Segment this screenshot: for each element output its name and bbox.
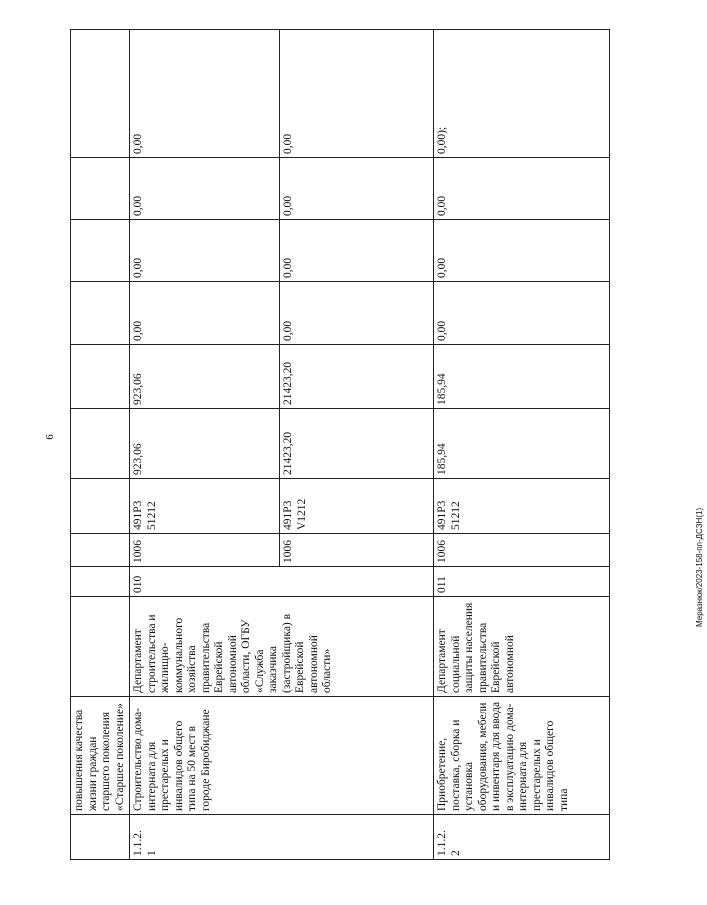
rotated-table-container	[70, 30, 612, 860]
year-value-cell: 0,00	[280, 282, 434, 345]
cell-empty	[71, 158, 130, 220]
total-cell: 21423,20	[280, 409, 434, 479]
year-value-cell: 0,00	[280, 158, 434, 220]
page-number: 6	[44, 434, 56, 440]
csr-code-cell: 491Р3 V1212	[280, 479, 434, 534]
table-row	[130, 30, 280, 860]
cell-empty	[71, 345, 130, 409]
year-value-cell: 0,00	[434, 282, 610, 345]
table-row	[434, 30, 610, 860]
cell-empty	[71, 30, 130, 158]
year-value-cell: 0,00	[130, 158, 280, 220]
year-value-cell: 185,94	[434, 345, 610, 409]
rz-code-cell: 1006	[130, 534, 280, 567]
table-wrapper	[70, 30, 612, 860]
cell-empty	[71, 220, 130, 282]
row-number-cell: 1.1.2. 1	[130, 815, 434, 860]
csr-code-cell: 491Р3 51212	[434, 479, 610, 534]
executor-cell: Департамент социальной защиты населения правительства Еврейской автономной	[434, 597, 610, 697]
total-cell: 185,94	[434, 409, 610, 479]
year-value-cell: 0,00	[434, 158, 610, 220]
year-value-cell: 0,00	[280, 30, 434, 158]
year-value-cell: 923,06	[130, 345, 280, 409]
cell-num-empty	[71, 815, 130, 860]
year-value-cell: 0,00	[130, 30, 280, 158]
document-id-note: Меразнюк/2023-158-пп-ДСЗН(1)	[695, 507, 704, 627]
year-value-cell: 0,00	[130, 282, 280, 345]
total-cell: 923,06	[130, 409, 280, 479]
cell-empty	[71, 597, 130, 697]
cell-empty	[71, 479, 130, 534]
row-number-cell: 1.1.2. 2	[434, 815, 610, 860]
measure-name-cell: Строительство дома-интерната для престарелых и инвалидов общего типа на 50 мест в городе Биробиджане	[130, 697, 434, 815]
intro-text-cell: повышения качества жизни граждан старшего поколения «Старшее поколение»	[71, 697, 130, 815]
cell-empty	[71, 567, 130, 597]
budget-table	[70, 29, 610, 860]
year-value-cell: 0,00	[130, 220, 280, 282]
cell-empty	[71, 282, 130, 345]
year-value-cell: 0,00);	[434, 30, 610, 158]
cell-empty	[71, 534, 130, 567]
year-value-cell: 0,00	[434, 220, 610, 282]
rz-code-cell: 1006	[280, 534, 434, 567]
grbs-code-cell: 010	[130, 567, 434, 597]
executor-cell: Департамент строительства и жилищно-коммунального хозяйства правительства Еврейской автономной области, ОГБУ «Служба заказчика (застройщика) в Еврейской автономной области»	[130, 597, 434, 697]
cell-empty	[71, 409, 130, 479]
rz-code-cell: 1006	[434, 534, 610, 567]
table-row	[71, 30, 130, 860]
year-value-cell: 0,00	[280, 220, 434, 282]
measure-name-cell: Приобретение, поставка, сборка и установка оборудования, мебели и инвентаря для ввода в эксплуатацию дома-интерната для престарелых и инвалидов общего типа	[434, 697, 610, 815]
year-value-cell: 21423,20	[280, 345, 434, 409]
csr-code-cell: 491Р3 51212	[130, 479, 280, 534]
grbs-code-cell: 011	[434, 567, 610, 597]
